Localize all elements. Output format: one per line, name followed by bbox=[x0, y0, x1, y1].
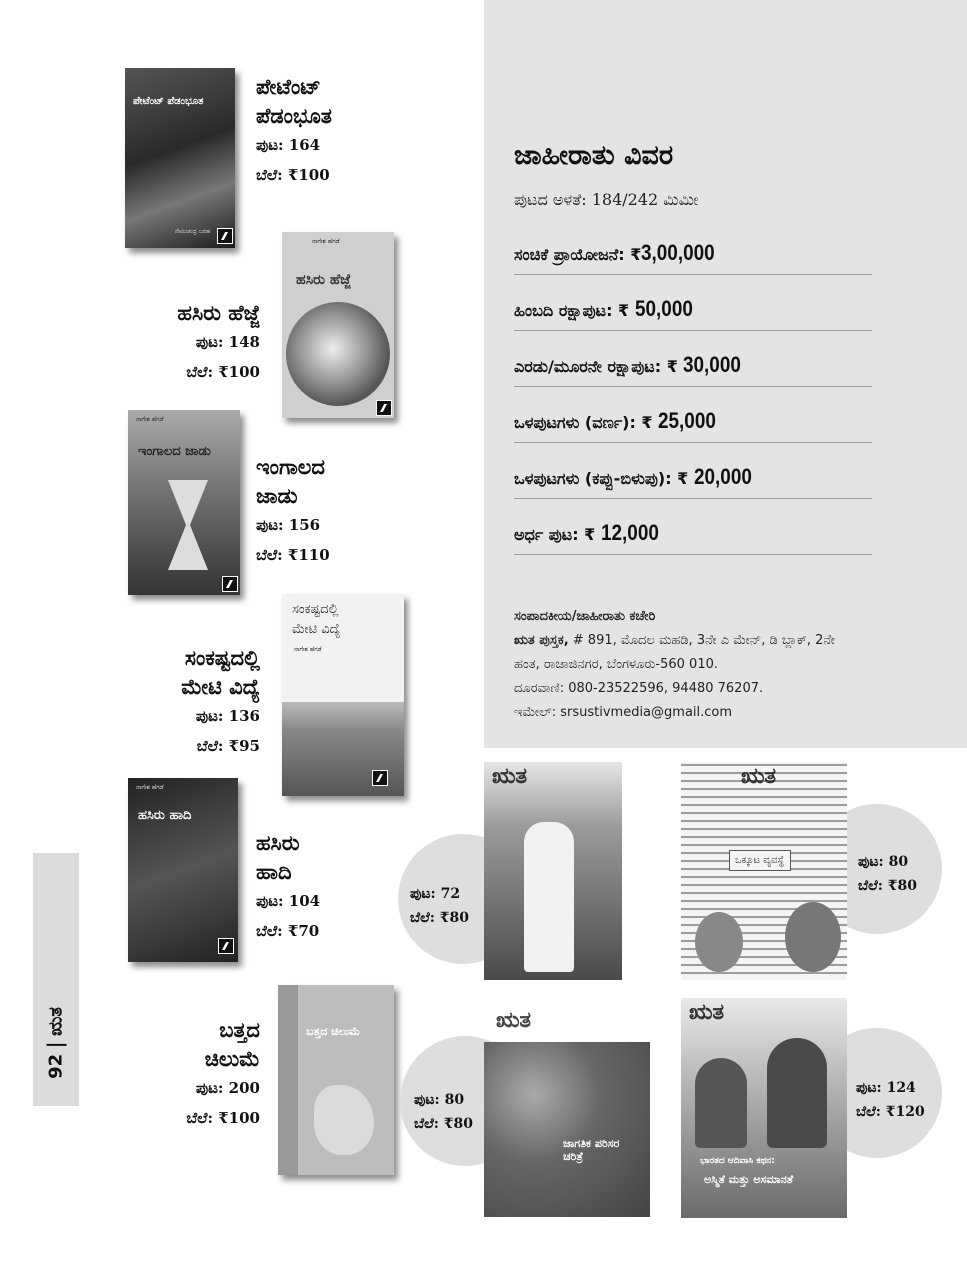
publisher-logo bbox=[376, 400, 392, 416]
magazine-2-info bbox=[858, 850, 917, 898]
cover-title: ಪೇಟೆಂಟ್ ಪೆಡಂಭೂತ bbox=[133, 96, 204, 107]
portrait-left bbox=[695, 912, 743, 972]
rate-back-cover bbox=[514, 294, 872, 331]
footer-brand: ಋತ bbox=[45, 1007, 67, 1036]
magazine-feature-box: ಒಕ್ಕೂಟ ವ್ಯವಸ್ಥೆ bbox=[729, 850, 791, 871]
book-info-hasiru-haadi bbox=[256, 828, 320, 946]
magazine-price: ಬೆಲೆ: ₹80 bbox=[858, 878, 918, 894]
person-right bbox=[767, 1038, 827, 1148]
cover-author: ನಾಗೇಶ ಹೆಗಡೆ bbox=[136, 784, 164, 791]
cover-title: ಸಂಕಷ್ಟದಲ್ಲಿ bbox=[292, 602, 339, 617]
rate-amount: 30,000 bbox=[683, 352, 742, 377]
cover-title-line2: ಮೇಟಿ ವಿದ್ಯೆ bbox=[292, 622, 341, 637]
magazine-pages: ಪುಟ: 124 bbox=[856, 1080, 916, 1096]
book-title-line2: ಜಾಡು bbox=[256, 483, 298, 508]
footer-text bbox=[46, 1007, 67, 1079]
book-title: ಇಂಗಾಲದ bbox=[256, 454, 325, 479]
rate-amount: 3,00,000 bbox=[641, 240, 716, 265]
magazine-feature-box: ಜಾಗತಿಕ ಪರಿಸರ ಚರಿತ್ರೆ bbox=[563, 1137, 620, 1163]
person-photo bbox=[524, 822, 574, 972]
book-pages: ಪುಟ: 156 bbox=[256, 516, 321, 534]
magazine-pages: ಪುಟ: 80 bbox=[414, 1092, 465, 1108]
book-title-line2: ಹಾದಿ bbox=[256, 859, 292, 884]
magazine-4-info bbox=[856, 1076, 925, 1124]
contact-address-text: # 891, ಮೊದಲ ಮಹಡಿ, 3ನೇ ಎ ಮೇನ್, ಡಿ ಬ್ಲಾಕ್, 2ನೇ ಹಂತ, ರಾಜಾಜಿನಗರ, ಬೆಂಗಳೂರು-560 010. bbox=[514, 633, 835, 672]
book-title-line2: ಮೇಟಿ ವಿದ್ಯೆ bbox=[181, 674, 260, 699]
magazine-masthead: ಋತ bbox=[741, 764, 777, 789]
magazine-price: ಬೆಲೆ: ₹80 bbox=[410, 910, 470, 926]
book-title: ಸಂಕಷ್ಟದಲ್ಲಿ bbox=[184, 645, 260, 670]
rate-label: ಎರಡು/ಮೂರನೇ ರಕ್ಷಾಪುಟ: ₹ bbox=[514, 357, 684, 376]
contact-email[interactable]: ಇಮೇಲ್: srsustivmedia@gmail.com bbox=[514, 705, 733, 720]
rate-amount: 50,000 bbox=[634, 296, 693, 321]
magazine-pages: ಪುಟ: 72 bbox=[410, 886, 461, 902]
magazine-3-masthead: ಋತ bbox=[496, 1008, 532, 1033]
footer-separator bbox=[47, 1044, 67, 1046]
contact-address bbox=[514, 629, 864, 677]
book-cover-battada-chilume bbox=[278, 985, 394, 1175]
publisher-logo bbox=[222, 576, 238, 592]
book-cover-patent bbox=[125, 68, 235, 248]
book-price: ಬೆಲೆ: ₹70 bbox=[256, 922, 320, 940]
book-cover-hasiru-hejje bbox=[282, 232, 394, 418]
rate-amount: 25,000 bbox=[658, 408, 717, 433]
book-title-line2: ಚಿಲುಮೆ bbox=[204, 1046, 260, 1071]
book-pages: ಪುಟ: 136 bbox=[195, 707, 260, 725]
rate-label: ಹಿಂಬದಿ ರಕ್ಷಾಪುಟ: ₹ bbox=[514, 301, 635, 320]
book-price: ಬೆಲೆ: ₹100 bbox=[186, 1109, 260, 1127]
magazine-pages: ಪುಟ: 80 bbox=[858, 854, 909, 870]
rate-inner-cover bbox=[514, 350, 872, 387]
book-title: ಪೇಟೆಂಟ್ bbox=[256, 74, 321, 99]
contact-block bbox=[514, 605, 864, 725]
hourglass-illustration bbox=[168, 480, 208, 570]
rate-label: ಒಳಪುಟಗಳು (ಕಪ್ಪು-ಬಿಳುಪು): ₹ bbox=[514, 469, 694, 488]
magazine-price: ಬೆಲೆ: ₹80 bbox=[414, 1116, 474, 1132]
cover-author: ನಾಗೇಶ ಹೆಗಡೆ bbox=[294, 646, 322, 653]
book-cover-metividye bbox=[282, 594, 404, 796]
book-cover-hasiru-haadi bbox=[128, 778, 238, 962]
magazine-1-info bbox=[410, 882, 469, 930]
book-title-line2: ಪೆಡಂಭೂತ bbox=[256, 103, 332, 128]
cover-author: ನಾಗೇಶ ಹೆಗಡೆ bbox=[136, 416, 164, 423]
page-footer-tab bbox=[33, 853, 79, 1106]
book-info-patent bbox=[256, 72, 332, 190]
page-number: 92 bbox=[45, 1053, 67, 1079]
publisher-logo bbox=[218, 938, 234, 954]
book-pages: ಪುಟ: 148 bbox=[195, 333, 260, 351]
book-price: ಬೆಲೆ: ₹100 bbox=[256, 166, 330, 184]
book-pages: ಪುಟ: 104 bbox=[256, 892, 321, 910]
earth-illustration bbox=[286, 302, 390, 406]
magazine-3-info bbox=[414, 1088, 473, 1136]
magazine-feature-line1: ಭಾರತದ ಆದಿವಾಸಿ ಕಥನ: bbox=[700, 1156, 775, 1166]
rate-label: ಸಂಚಿಕೆ ಪ್ರಾಯೋಜನೆ: ₹ bbox=[514, 245, 642, 264]
book-cover-ingalada-jaadu bbox=[128, 410, 240, 595]
contact-heading: ಸಂಪಾದಕೀಯ/ಜಾಹೀರಾತು ಕಚೇರಿ bbox=[514, 609, 656, 624]
rate-label: ಒಳಪುಟಗಳು (ವರ್ಣ): ₹ bbox=[514, 413, 659, 432]
cover-title: ಹಸಿರು ಹೆಜ್ಜೆ bbox=[296, 272, 352, 288]
person-left bbox=[695, 1058, 747, 1148]
book-title: ಬತ್ತದ bbox=[219, 1017, 260, 1042]
publisher-logo bbox=[372, 770, 388, 786]
book-pages: ಪುಟ: 200 bbox=[195, 1079, 260, 1097]
book-price: ಬೆಲೆ: ₹95 bbox=[196, 737, 260, 755]
book-info-hasiru-hejje bbox=[120, 298, 260, 387]
rate-half-page bbox=[514, 518, 872, 555]
rate-issue-sponsor bbox=[514, 238, 872, 275]
magazine-masthead: ಋತ bbox=[492, 764, 528, 789]
magazine-cover-1 bbox=[484, 762, 622, 980]
cover-title: ಬತ್ತದ ಚಿಲುಮೆ bbox=[306, 1025, 361, 1038]
publisher-logo bbox=[217, 228, 233, 244]
magazine-cover-3 bbox=[484, 1042, 650, 1217]
book-info-ingalada-jaadu bbox=[256, 452, 330, 570]
rate-inner-colour bbox=[514, 406, 872, 443]
cover-author: ನೇಮಿಚಂದ್ರ ಬರಹ bbox=[175, 228, 211, 235]
ad-heading: ಜಾಹೀರಾತು ವಿವರ bbox=[514, 140, 674, 171]
book-title: ಹಸಿರು bbox=[256, 830, 300, 855]
rate-amount: 12,000 bbox=[600, 520, 659, 545]
book-pages: ಪುಟ: 164 bbox=[256, 136, 321, 154]
book-title: ಹಸಿರು ಹೆಜ್ಜೆ bbox=[177, 300, 260, 325]
page-size: ಪುಟದ ಅಳತೆ: 184/242 ಮಿಮೀ bbox=[514, 190, 699, 209]
contact-phone: ದೂರವಾಣಿ: 080-23522596, 94480 76207. bbox=[514, 681, 764, 696]
cover-title: ಇಂಗಾಲದ ಜಾಡು bbox=[138, 444, 211, 459]
rate-label: ಅರ್ಧ ಪುಟ: ₹ bbox=[514, 525, 601, 544]
book-info-metividye bbox=[120, 643, 260, 761]
book-price: ಬೆಲೆ: ₹100 bbox=[186, 363, 260, 381]
contact-org: ಋತ ಪುಸ್ತಕ, bbox=[514, 633, 569, 648]
magazine-price: ಬೆಲೆ: ₹120 bbox=[856, 1104, 925, 1120]
cover-author: ನಾಗೇಶ ಹೆಗಡೆ bbox=[312, 238, 340, 245]
magazine-feature-line2: ಅಸ್ಮಿತೆ ಮತ್ತು ಅಸಮಾನತೆ bbox=[704, 1173, 794, 1186]
magazine-cover-4 bbox=[681, 998, 847, 1218]
cover-spine-strip bbox=[278, 985, 298, 1175]
rate-amount: 20,000 bbox=[693, 464, 752, 489]
book-info-battada-chilume bbox=[120, 1015, 260, 1133]
cover-title: ಹಸಿರು ಹಾದಿ bbox=[138, 808, 192, 823]
magazine-masthead: ಋತ bbox=[689, 1000, 725, 1025]
rate-inner-bw bbox=[514, 462, 872, 499]
magazine-cover-2 bbox=[681, 762, 847, 980]
cover-illustration bbox=[314, 1085, 374, 1155]
portrait-right bbox=[785, 902, 841, 972]
book-price: ಬೆಲೆ: ₹110 bbox=[256, 546, 330, 564]
